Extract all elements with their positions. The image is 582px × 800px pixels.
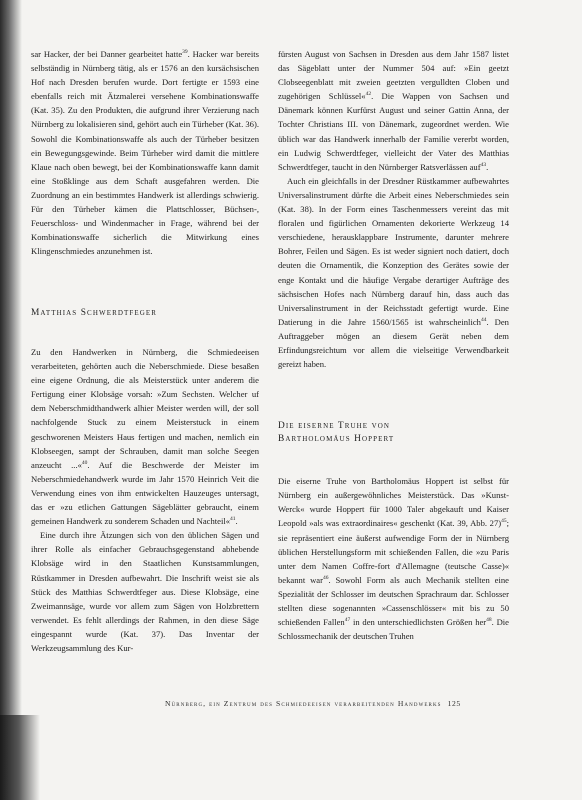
section-heading <box>278 420 509 446</box>
paragraph: Zu den Handwerken in Nürnberg, die Schmiedeeisen verarbeiteten, gehörten auch die Neberschmiede. Diese besaßen eine eigene Ordnung, die als Meisterstück unter anderem die Fertigung einer Klobsäge vorsah: »Zum Sechsten. Welcher uf dem Neberschmidthandwerk alhier Meister werden will, der soll nachfolgende Stuck zu einem Meisterstuck in einem geschworenen Meisters Haus fertigen und machen, nemlich ein Klobseegen, sampt der Schrauben, damit man solche Seegen anzeucht ...«$^{40}$. Auf die Beschwerde der Meister im Neberschmiedehandwerk wurde im Jahr 1570 Heinrich Veit die Verwendung eines von ihm entwickelten Hauzeuges untersagt, das er »zu etlichen Gattungen Sägeblätter gebraucht, einem gemeinen Handwerk zu sonderem Schaden und Nachteil«$^{41}$. <box>31 347 259 527</box>
footnote-ref: 48 <box>486 617 492 624</box>
page-footer <box>165 699 515 708</box>
footnote-ref: 45 <box>501 518 507 525</box>
running-title: Nürnberg, ein Zentrum des Schmiedeeisen verarbeitenden Handwerks <box>165 699 442 708</box>
footnote-ref: 41 <box>230 516 236 523</box>
section-heading: Matthias Schwerdtfeger <box>31 308 158 318</box>
paragraph: Auch ein gleichfalls in der Dresdner Rüstkammer aufbewahrtes Universalinstrument dürfte die Arbeit eines Neberschmiedes sein (Kat. 38). In der Form eines Taschenmessers vereint das mit floralen und figürlichen Ornamenten dekorierte Werkzeug 14 verschiedene, herausklappbare Instrumente, darunter mehrere Bohrer, Feilen und Sägen. Es ist weder signiert noch datiert, doch deuten die Ornamentik, die Konzeption des Gerätes sowie der enge Kontakt und die häufige Vergabe derartiger Aufträge des sächsischen Hofes nach Nürnberg darauf hin, dass auch das Universalinstrument in der Reichsstadt gefertigt wurde. Eine Datierung in die Jahre 1560/1565 ist wahrscheinlich$^{44}$. Den Auftraggeber mögen an diesem Gerät neben dem Erfindungsreichtum vor allem die vielseitige Verwendbarkeit gereizt haben. <box>278 175 509 370</box>
book-gutter-shadow-bottom <box>0 715 40 800</box>
footnote-ref: 47 <box>344 617 351 624</box>
footnote-ref: 39 <box>182 49 188 56</box>
right-column <box>278 47 509 643</box>
paragraph: fürsten August von Sachsen in Dresden aus dem Jahr 1587 listet das Sägeblatt unter der Nummer 504 auf: »Ein geetzt Clobseegenblatt mit zweien geetzten vergulldten Cloben und zugehörigen Schlüssel«$^{42}$. Die Wappen von Sachsen und Dänemark können Kurfürst August und seiner Gattin Anna, der Tochter Christians III. von Dänemark, zugeordnet werden. Wie üblich war das Handwerk innerhalb der Familie vererbt worden, ein Ludwig Schwerdtfeger, vielleicht der Vater des Matthias Schwerdtfeger, taucht in den Nürnberger Ratsverlässen auf$^{43}$. <box>278 49 510 172</box>
footnote-ref: 40 <box>81 459 88 466</box>
paragraph: Eine durch ihre Ätzungen sich von den üblichen Sägen und ihrer Rolle als einfacher Gebrauchsgegenstand abhebende Klobsäge wird in den Staatlichen Kunstsammlungen, Rüstkammer in Dresden aufbewahrt. Die Inschrift weist sie als Stück des Matthias Schwerdtfeger aus. Diese Klobsäge, eine Zweimannsäge, wurde vor allem zum Sägen von Holzbrettern verwendet. Es fehlt allerdings der Rahmen, in den diese Säge eingespannt wurde (Kat. 37). Das Inventar der Werkzeugsammlung des Kur- <box>31 530 259 653</box>
footnote-ref: 46 <box>322 574 329 581</box>
footnote-ref: 44 <box>480 316 487 323</box>
heading-line: Die eiserne Truhe von <box>278 421 391 432</box>
paragraph: Die eiserne Truhe von Bartholomäus Hoppert ist selbst für Nürnberg ein außergewöhnliches Meisterstück. Das »Kunst-Werck« wurde Hoppert für 1000 Taler abgekauft und Kaiser Leopold »als was extraordinaires« geschenkt (Kat. 39, Abb. 27)$^{45}$; sie repräsentiert eine äußerst aufwendige Form der in Nürnberg üblichen Herstellungsform mit schießenden Fallen, die »zu Paris unter dem Namen Coffre-fort d'Allemagne (teutsche Casse)« bekannt war$^{46}$. Sowohl Form als auch Mechanik stellten eine Spezialität der Schlosser im deutschen Sprachraum dar. Schlosser stellten diese sogenannten »Cassenschlösser« mit bis zu 50 schießenden Fallen$^{47}$ in den unterschiedlichsten Größen her$^{48}$. Die Schlossmechanik der deutschen Truhen <box>278 476 509 642</box>
heading-line: Bartholomäus Hoppert <box>278 434 395 445</box>
left-column <box>31 47 259 655</box>
footnote-ref: 42 <box>365 91 372 98</box>
book-gutter-shadow <box>0 0 22 800</box>
page-number: 125 <box>447 699 461 708</box>
footnote-ref: 43 <box>480 161 487 168</box>
paragraph: sar Hacker, der bei Danner gearbeitet hatte$^{39}$. Hacker war bereits selbständig in Nürnberg tätig, als er 1576 an den kursächsischen Hof nach Dresden berufen wurde. Dort fertigte er 1593 eine ebenfalls reich mit Ätzmalerei versehene Kombinationswaffe (Kat. 35). Zu den Produkten, die aufgrund ihrer Verzierung nach Nürnberg zu lokalisieren sind, gehört auch ein Türheber (Kat. 36). Sowohl die Kombinationswaffe als auch der Türheber besitzen ein Bewegungsgewinde. Beim Türheber wird damit die mittlere Klaue nach oben bewegt, bei der Kombinationswaffe kann damit eine Stoßklinge aus dem Schaft ausgefahren werden. Die Zuordnung an ein bestimmtes Handwerk ist allerdings schwierig. Für den Türheber kämen die Plattschlosser, Büchsen-, Feuerschloss- und Windenmacher in Frage, während bei der Kombinationswaffe sicherlich die Mitwirkung eines Klingenschmiedes anzunehmen ist. <box>31 49 259 257</box>
